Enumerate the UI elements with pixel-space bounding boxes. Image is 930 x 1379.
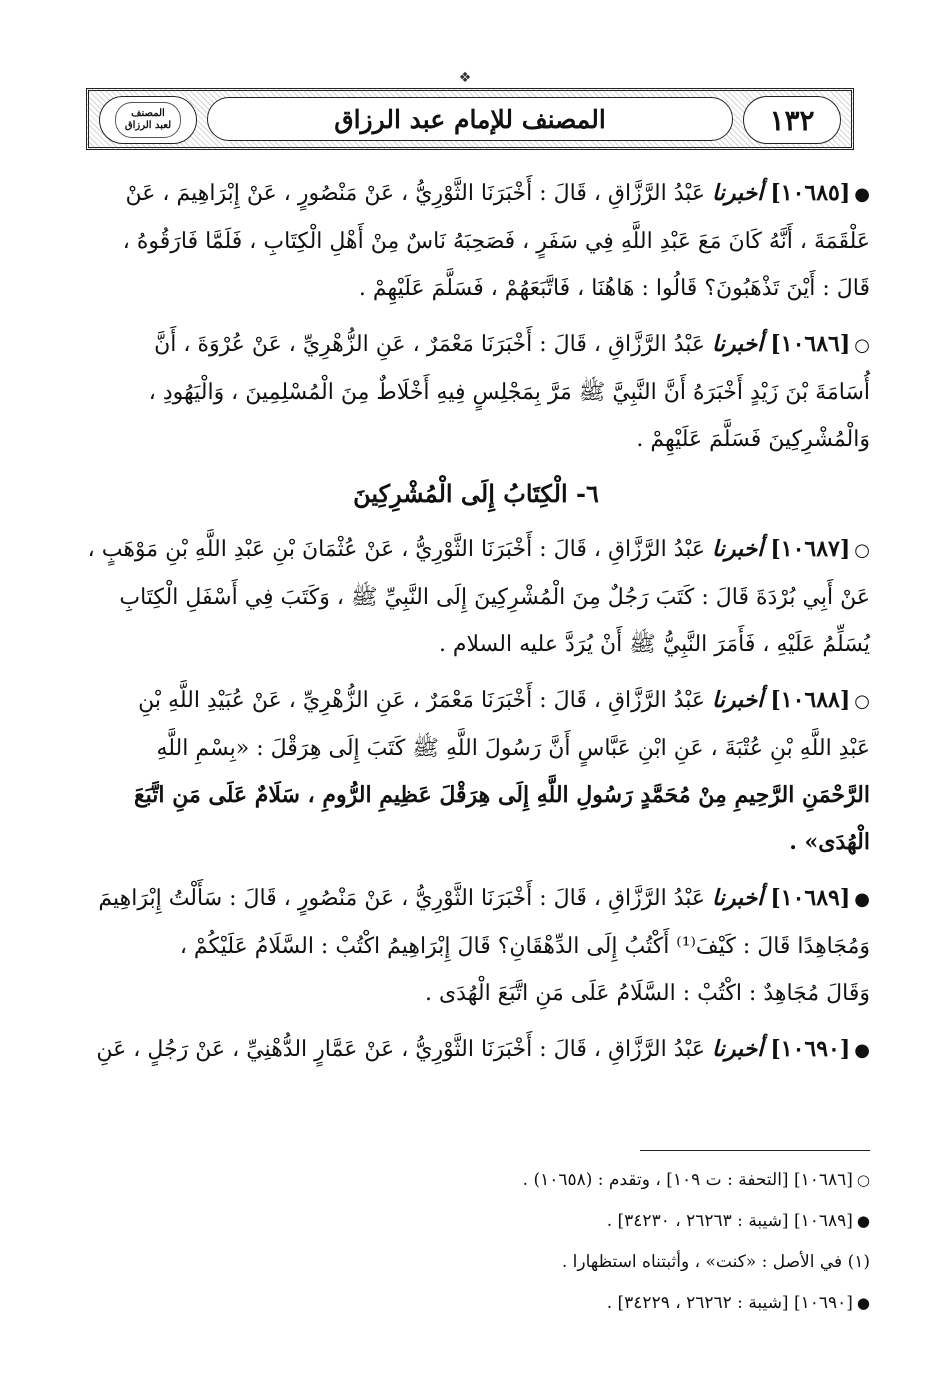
filled-circle-icon: ● [854,889,870,910]
filled-circle-icon: ● [854,1040,870,1061]
hadith-number: [١٠٦٨٦] [770,331,851,357]
hadith-text: عَبْدُ الرَّزَّاقِ ، قَالَ : أَخْبَرَنَا الثَّوْرِيُّ ، عَنْ عُثْمَانَ بْنِ عَبْدِ اللَّهِ بْنِ مَوْهَبٍ ، [87,537,706,562]
akhbarana-word: أخبرنا [712,331,764,357]
hadith-number: [١٠٦٨٩] [770,885,851,911]
hadith-number: [١٠٦٨٥] [770,180,851,206]
hadith-text: عَبْدُ الرَّزَّاقِ ، قَالَ : أَخْبَرَنَا مَعْمَرٌ ، عَنِ الزُّهْرِيِّ ، عَنْ عُرْوَةَ ، أَنَّ [154,332,706,357]
hadith-text: عَبْدُ الرَّزَّاقِ ، قَالَ : أَخْبَرَنَا الثَّوْرِيُّ ، عَنْ عَمَّارٍ الدُّهْنِيِّ ، عَنْ رَجُلٍ ، عَنِ [96,1037,706,1062]
main-text [82,170,870,1083]
footnote [82,1242,870,1283]
page-number-medallion [743,96,841,144]
footnote [82,1283,870,1324]
footnote-text: [١٠٦٨٦] [التحفة : ت ١٠٩] ، وتقدم : (١٠٦٥٨) . [522,1170,853,1190]
filled-circle-icon: ● [856,1294,870,1312]
akhbarana-word: أخبرنا [712,536,764,562]
hadith-line [82,321,870,369]
book-title: المصنف للإمام عبد الرزاق [334,104,606,134]
hadith-line: أُسَامَةَ بْنَ زَيْدٍ أَخْبَرَهُ أَنَّ النَّبِيَّ ﷺ مَرَّ بِمَجْلِسٍ فِيهِ أَخْلَاطٌ مِنَ الْمُسْلِمِينَ ، وَالْيَهُودِ ، [148,380,870,405]
seal-ring-icon [115,102,181,138]
footnote-text: [١٠٦٩٠] [شيبة : ٢٦٢٦٢ ، ٣٤٢٢٩] . [606,1293,853,1313]
hadith-number: [١٠٦٨٧] [770,536,851,562]
seal-line-2: لعبد الرزاق [124,120,172,131]
hadith-text: عَبْدُ الرَّزَّاقِ ، قَالَ : أَخْبَرَنَا مَعْمَرٌ ، عَنِ الزُّهْرِيِّ ، عَنْ عُبَيْدِ اللَّهِ بْنِ [138,688,706,713]
hollow-circle-icon: ○ [854,540,870,561]
hadith-line: عَبْدِ اللَّهِ بْنِ عُتْبَةَ ، عَنِ ابْنِ عَبَّاسٍ أَنَّ رَسُولَ اللَّهِ ﷺ كَتَبَ إِلَى هِرَقْلَ : «بِسْمِ اللَّهِ [156,736,870,761]
filled-circle-icon: ● [854,184,870,205]
hadith-line [82,170,870,218]
footnotes [82,1160,870,1324]
hadith-block [82,526,870,668]
akhbarana-word: أخبرنا [712,1036,764,1062]
hadith-line: وَقَالَ مُجَاهِدٌ : اكْتُبْ : السَّلَامُ عَلَى مَنِ اتَّبَعَ الْهُدَى . [424,981,870,1006]
hadith-block [82,1026,870,1074]
hadith-block [82,321,870,463]
hadith-number: [١٠٦٨٨] [770,687,851,713]
book-seal [99,96,197,144]
hollow-circle-icon: ○ [854,691,870,712]
header-title-frame [207,97,733,141]
hollow-circle-icon: ○ [856,1171,870,1189]
letter-quote-line: الرَّحْمَنِ الرَّحِيمِ مِنْ مُحَمَّدٍ رَسُولِ اللَّهِ إِلَى هِرَقْلَ عَظِيمِ الرُّومِ ، سَلَامٌ عَلَى مَنِ اتَّبَعَ [133,782,870,808]
footnote-divider [640,1150,870,1151]
filled-circle-icon: ● [856,1212,870,1230]
hadith-block [82,875,870,1017]
hadith-block [82,677,870,866]
letter-quote-line: الْهُدَى» . [789,829,870,855]
footnote [82,1160,870,1201]
section-heading: ٦- الْكِتَابُ إِلَى الْمُشْرِكِينَ [353,479,599,508]
hadith-block [82,170,870,312]
hadith-line [82,875,870,923]
akhbarana-word: أخبرنا [712,180,764,206]
hadith-line [82,526,870,574]
hadith-line: عَلْقَمَةَ ، أَنَّهُ كَانَ مَعَ عَبْدِ اللَّهِ فِي سَفَرٍ ، فَصَحِبَهُ نَاسٌ مِنْ أَهْلِ الْكِتَابِ ، فَلَمَّا فَارَقُوهُ ، [122,229,870,254]
hadith-line: وَالْمُشْرِكِينَ فَسَلَّمَ عَلَيْهِمْ . [636,427,870,452]
hadith-line: يُسَلِّمُ عَلَيْهِ ، فَأَمَرَ النَّبِيُّ ﷺ أَنْ يُرَدَّ عليه السلام . [438,632,870,657]
hollow-circle-icon: ○ [854,335,870,356]
page-header [86,88,854,150]
ornament-icon: ❖ [458,70,472,86]
hadith-text: عَبْدُ الرَّزَّاقِ ، قَالَ : أَخْبَرَنَا الثَّوْرِيُّ ، عَنْ مَنْصُورٍ ، عَنْ إِبْرَاهِيمَ ، عَنْ [125,181,706,206]
hadith-text: عَبْدُ الرَّزَّاقِ ، قَالَ : أَخْبَرَنَا الثَّوْرِيُّ ، عَنْ مَنْصُورٍ ، قَالَ : سَأَلْتُ إِبْرَاهِيمَ [98,886,706,911]
footnote-text: [١٠٦٨٩] [شيبة : ٢٦٢٦٣ ، ٣٤٢٣٠] . [606,1211,853,1231]
seal-line-1: المصنف [131,108,165,119]
footnote-text: (١) في الأصل : «كنت» ، وأثبتناه استظهارا . [561,1252,870,1272]
hadith-line [82,1026,870,1074]
hadith-line [82,677,870,725]
akhbarana-word: أخبرنا [712,885,764,911]
hadith-number: [١٠٦٩٠] [770,1036,851,1062]
akhbarana-word: أخبرنا [712,687,764,713]
page-number: ١٣٢ [769,103,815,137]
hadith-line: وَمُجَاهِدًا قَالَ : كَيْفَ⁽¹⁾ أَكْتُبُ إِلَى الدِّهْقَانِ؟ قَالَ إِبْرَاهِيمُ اكْتُبْ : السَّلَامُ عَلَيْكُمْ ، [179,934,870,959]
hadith-line: قَالَ : أَيْنَ تَذْهَبُونَ؟ قَالُوا : هَاهُنَا ، فَاتَّبَعَهُمْ ، فَسَلَّمَ عَلَيْهِمْ . [358,276,870,301]
hadith-line: عَنْ أَبِي بُرْدَةَ قَالَ : كَتَبَ رَجُلٌ مِنَ الْمُشْرِكِينَ إِلَى النَّبِيِّ ﷺ ، وَكَتَبَ فِي أَسْفَلِ الْكِتَابِ [119,585,870,610]
footnote [82,1201,870,1242]
